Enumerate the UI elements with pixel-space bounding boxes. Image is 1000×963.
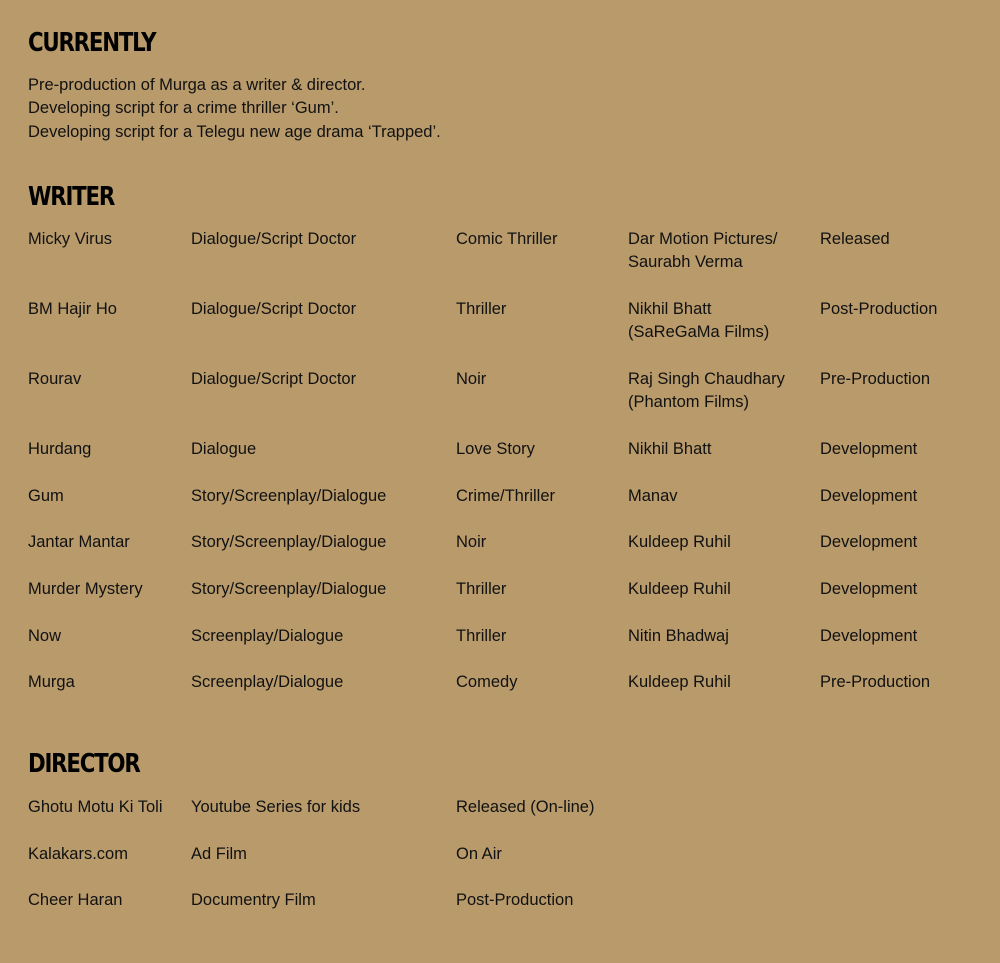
director-type: Documentry Film: [191, 891, 316, 909]
writer-status: Post-Production: [820, 300, 938, 318]
writer-role: Dialogue/Script Doctor: [191, 230, 357, 248]
currently-heading: CURRENTLY: [28, 28, 156, 58]
writer-genre: Noir: [456, 370, 487, 388]
writer-producer: Manav: [628, 487, 678, 505]
writer-title: Rourav: [28, 370, 82, 388]
director-status: Post-Production: [456, 891, 574, 909]
director-title: Cheer Haran: [28, 891, 123, 909]
writer-producer: Kuldeep Ruhil: [628, 580, 731, 598]
currently-line: Pre-production of Murga as a writer & director.: [28, 76, 366, 94]
writer-genre: Thriller: [456, 300, 507, 318]
writer-genre: Thriller: [456, 627, 507, 645]
currently-line: Developing script for a crime thriller ‘Gum’.: [28, 99, 339, 118]
writer-role: Dialogue/Script Doctor: [191, 300, 357, 318]
director-title: Kalakars.com: [28, 845, 128, 863]
writer-role: Story/Screenplay/Dialogue: [191, 487, 387, 505]
writer-title: BM Hajir Ho: [28, 300, 117, 318]
writer-status: Development: [820, 580, 918, 598]
director-heading: DIRECTOR: [28, 749, 140, 779]
writer-title: Murder Mystery: [28, 580, 143, 598]
writer-producer: Nitin Bhadwaj: [628, 627, 729, 645]
director-status: On Air: [456, 845, 502, 863]
writer-title: Micky Virus: [28, 230, 113, 248]
writer-genre: Comedy: [456, 673, 518, 691]
writer-producer: Nikhil Bhatt: [628, 440, 712, 458]
writer-status: Development: [820, 487, 918, 505]
director-type: Youtube Series for kids: [191, 798, 361, 816]
currently-line: Developing script for a Telegu new age drama ‘Trapped’.: [28, 122, 441, 141]
currently-list: [28, 74, 441, 144]
writer-role: Story/Screenplay/Dialogue: [191, 533, 387, 551]
writer-genre: Love Story: [456, 440, 535, 458]
writer-role: Dialogue/Script Doctor: [191, 370, 357, 388]
writer-producer: Raj Singh Chaudhary (Phantom Films): [628, 370, 785, 412]
writer-role: Screenplay/Dialogue: [191, 627, 344, 645]
writer-status: Pre-Production: [820, 673, 931, 691]
writer-status: Development: [820, 627, 918, 645]
writer-title: Hurdang: [28, 440, 92, 458]
writer-status: Development: [820, 440, 918, 458]
writer-status: Released: [820, 230, 890, 248]
writer-producer: Kuldeep Ruhil: [628, 533, 731, 551]
writer-producer: Dar Motion Pictures/ Saurabh Verma: [628, 230, 778, 272]
writer-genre: Comic Thriller: [456, 230, 558, 248]
writer-genre: Thriller: [456, 580, 507, 598]
director-status: Released (On-line): [456, 798, 595, 816]
writer-heading: WRITER: [28, 182, 115, 212]
director-title: Ghotu Motu Ki Toli: [28, 798, 163, 816]
writer-genre: Noir: [456, 533, 487, 551]
writer-producer: Kuldeep Ruhil: [628, 673, 731, 691]
writer-role: Screenplay/Dialogue: [191, 673, 344, 691]
writer-title: Jantar Mantar: [28, 533, 130, 551]
writer-producer: Nikhil Bhatt (SaReGaMa Films): [628, 300, 770, 342]
writer-title: Gum: [28, 487, 64, 505]
director-type: Ad Film: [191, 845, 247, 863]
writer-status: Development: [820, 533, 918, 551]
writer-role: Dialogue: [191, 440, 257, 458]
writer-title: Murga: [28, 673, 75, 691]
writer-genre: Crime/Thriller: [456, 487, 555, 505]
writer-status: Pre-Production: [820, 370, 931, 388]
writer-title: Now: [28, 627, 62, 645]
writer-role: Story/Screenplay/Dialogue: [191, 580, 387, 598]
